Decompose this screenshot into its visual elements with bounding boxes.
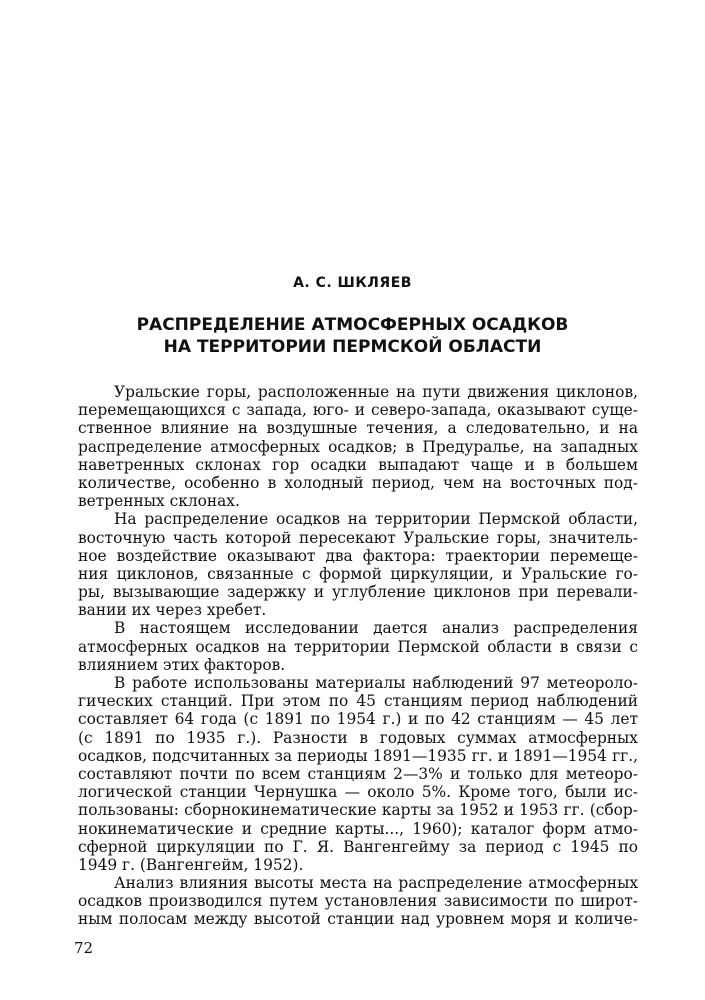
text-line: осадков, подсчитанных за периоды 1891—1935 гг. и 1891—1954 гг., xyxy=(78,746,638,765)
title-line: РАСПРЕДЕЛЕНИЕ АТМОСФЕРНЫХ ОСАДКОВ xyxy=(136,315,569,335)
text-line: количестве, особенно в холодный период, чем на восточных под- xyxy=(78,473,638,492)
text-line: ным полосам между высотой станции над уровнем моря и количе- xyxy=(78,910,638,929)
text-line: восточную часть которой пересекают Уральские горы, значитель- xyxy=(78,528,638,547)
text-line: вании их через хребет. xyxy=(78,601,267,620)
author-name: А. С. ШКЛЯЕВ xyxy=(293,275,412,291)
text-line: пользованы: сборнокинематические карты за 1952 и 1953 гг. (сбор- xyxy=(78,801,638,820)
text-line: ры, вызывающие задержку и углубление циклонов при перевали- xyxy=(78,583,638,602)
article-title xyxy=(0,314,705,358)
text-line: сферной циркуляции по Г. Я. Вангенгейму за период с 1945 по xyxy=(78,837,638,856)
text-line: 1949 г. (Вангенгейм, 1952). xyxy=(78,855,304,874)
text-line: перемещающихся с запада, юго- и северо-запада, оказывают суще- xyxy=(78,401,638,420)
text-line: ветренных склонах. xyxy=(78,492,240,511)
text-line: логической станции Чернушка — около 5%. Кроме того, были ис- xyxy=(78,783,638,802)
text-line: составляет 64 года (с 1891 по 1954 г.) и по 42 станциям — 45 лет xyxy=(78,710,638,729)
text-line: атмосферных осадков на территории Пермской области в связи с xyxy=(78,637,638,656)
title-line: НА ТЕРРИТОРИИ ПЕРМСКОЙ ОБЛАСТИ xyxy=(163,337,542,357)
text-line: ное воздействие оказывают два фактора: траектории перемеще- xyxy=(78,546,638,565)
page-number: 72 xyxy=(74,939,94,957)
text-line: В работе использованы материалы наблюдений 97 метеороло- xyxy=(114,674,638,692)
article-body xyxy=(78,383,638,929)
text-line: влиянием этих факторов. xyxy=(78,655,286,674)
text-line: составляют почти по всем станциям 2—3% и только для метеоро- xyxy=(78,764,638,783)
paragraph xyxy=(78,874,638,929)
text-line: На распределение осадков на территории Пермской области, xyxy=(114,510,638,529)
text-line: распределение атмосферных осадков; в Предуралье, на западных xyxy=(78,437,638,456)
text-line: нокинематические и средние карты..., 1960); каталог форм атмо- xyxy=(78,819,638,838)
paragraph xyxy=(78,674,638,874)
paragraph xyxy=(78,510,638,619)
text-line: наветренных склонах гор осадки выпадают чаще и в большем xyxy=(78,455,638,474)
text-line: (с 1891 по 1935 г.). Разности в годовых суммах атмосферных xyxy=(78,728,638,747)
text-line: В настоящем исследовании дается анализ распределения xyxy=(114,619,638,638)
text-line: осадков производился путем установления зависимости по широт- xyxy=(78,892,638,911)
text-line: ния циклонов, связанные с формой циркуляции, и Уральские го- xyxy=(78,564,638,583)
paragraph xyxy=(78,383,638,510)
text-line: ственное влияние на воздушные течения, а следовательно, и на xyxy=(78,419,638,438)
paragraph xyxy=(78,619,638,674)
text-line: Анализ влияния высоты места на распределение атмосферных xyxy=(114,874,638,893)
text-line: гических станций. При этом по 45 станциям период наблюдений xyxy=(78,692,638,711)
text-line: Уральские горы, расположенные на пути движения циклонов, xyxy=(114,383,638,401)
